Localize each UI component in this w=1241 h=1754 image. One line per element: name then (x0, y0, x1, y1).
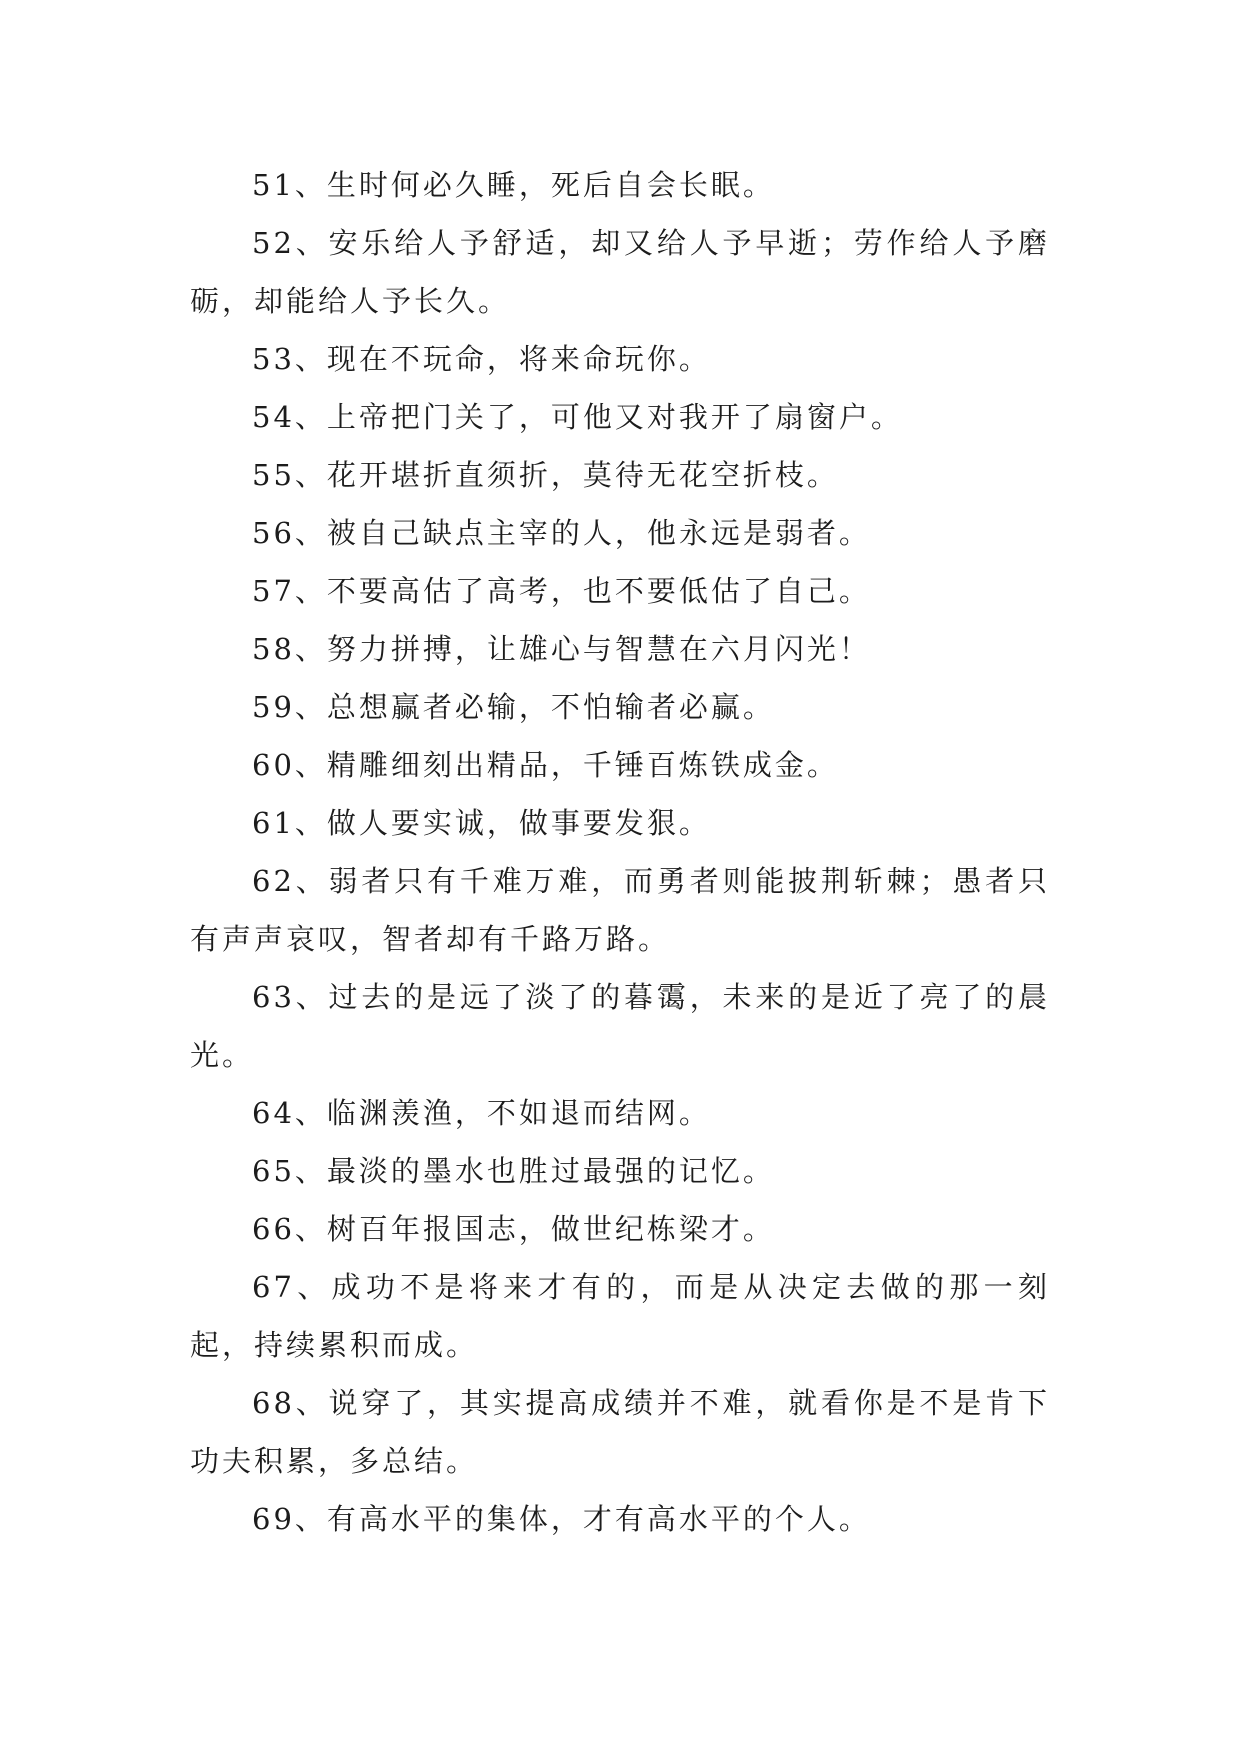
quote-paragraph-64: 64、临渊羡渔，不如退而结网。 (252, 1096, 711, 1130)
quote-paragraph-67: 67、成功不是将来才有的，而是从决定去做的那一刻起，持续累积而成。 (190, 1270, 1050, 1362)
quote-paragraph-65: 65、最淡的墨水也胜过最强的记忆。 (252, 1154, 775, 1188)
quote-paragraph-60: 60、精雕细刻出精品，千锤百炼铁成金。 (252, 748, 839, 782)
quote-paragraph-55: 55、花开堪折直须折，莫待无花空折枝。 (252, 458, 839, 492)
quote-paragraph-59: 59、总想赢者必输，不怕输者必赢。 (252, 690, 775, 724)
document-body (190, 156, 1050, 1548)
quote-paragraph-69: 69、有高水平的集体，才有高水平的个人。 (252, 1502, 871, 1536)
quote-paragraph-53: 53、现在不玩命，将来命玩你。 (252, 342, 711, 376)
quote-paragraph-52: 52、安乐给人予舒适，却又给人予早逝；劳作给人予磨砺，却能给人予长久。 (190, 226, 1050, 318)
quote-paragraph-51: 51、生时何必久睡，死后自会长眠。 (252, 168, 775, 202)
quote-paragraph-58: 58、努力拼搏，让雄心与智慧在六月闪光！ (252, 632, 871, 666)
quote-paragraph-61: 61、做人要实诚，做事要发狠。 (252, 806, 711, 840)
quote-paragraph-68: 68、说穿了，其实提高成绩并不难，就看你是不是肯下功夫积累，多总结。 (190, 1386, 1050, 1478)
quote-paragraph-56: 56、被自己缺点主宰的人，他永远是弱者。 (252, 516, 871, 550)
quote-paragraph-62: 62、弱者只有千难万难，而勇者则能披荆斩棘；愚者只有声声哀叹，智者却有千路万路。 (190, 864, 1050, 956)
quote-paragraph-66: 66、树百年报国志，做世纪栋梁才。 (252, 1212, 775, 1246)
quote-paragraph-63: 63、过去的是远了淡了的暮霭，未来的是近了亮了的晨光。 (190, 980, 1050, 1072)
quote-paragraph-57: 57、不要高估了高考，也不要低估了自己。 (252, 574, 871, 608)
quote-paragraph-54: 54、上帝把门关了，可他又对我开了扇窗户。 (252, 400, 903, 434)
